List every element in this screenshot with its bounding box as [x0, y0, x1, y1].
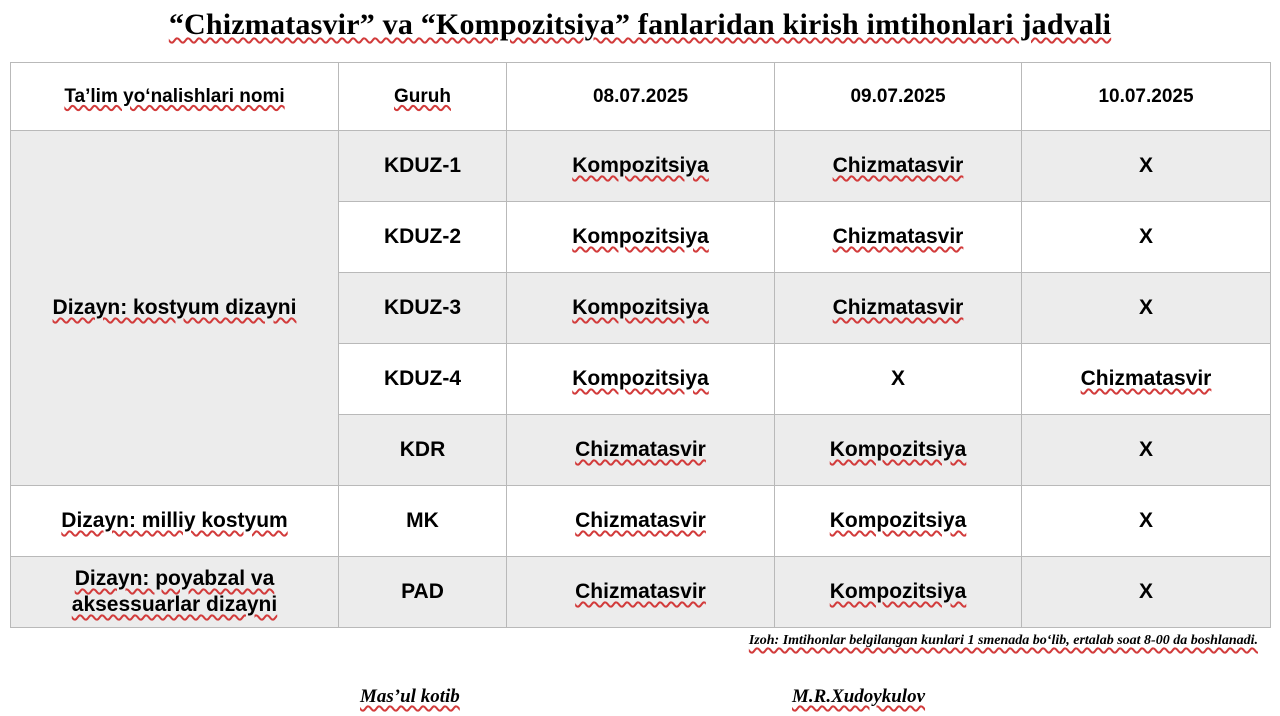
exam-cell: Kompozitsiya: [775, 486, 1022, 557]
group-cell: KDUZ-1: [339, 131, 507, 202]
group-cell: MK: [339, 486, 507, 557]
exam-cell: Chizmatasvir: [507, 415, 775, 486]
group-cell: PAD: [339, 557, 507, 628]
exam-cell: Kompozitsiya: [507, 344, 775, 415]
exam-cell: Chizmatasvir: [775, 273, 1022, 344]
exam-cell: Chizmatasvir: [775, 131, 1022, 202]
column-header: 10.07.2025: [1022, 63, 1271, 131]
page-title: “Chizmatasvir” va “Kompozitsiya” fanlaridan kirish imtihonlari jadvali: [168, 8, 1112, 41]
signature-role: Mas’ul kotib: [360, 686, 460, 707]
exam-cell: Chizmatasvir: [507, 486, 775, 557]
exam-cell: Kompozitsiya: [507, 202, 775, 273]
exam-cell: Kompozitsiya: [775, 557, 1022, 628]
exam-cell: Chizmatasvir: [1022, 344, 1271, 415]
column-header: Guruh: [339, 63, 507, 131]
header-row: [11, 63, 1271, 131]
no-exam-mark: X: [1022, 486, 1271, 557]
no-exam-mark: X: [775, 344, 1022, 415]
no-exam-mark: X: [1022, 131, 1271, 202]
exam-cell: Kompozitsiya: [507, 131, 775, 202]
program-name-cell: Dizayn: milliy kostyum: [11, 486, 339, 557]
no-exam-mark: X: [1022, 273, 1271, 344]
group-cell: KDUZ-4: [339, 344, 507, 415]
no-exam-mark: X: [1022, 557, 1271, 628]
group-cell: KDUZ-2: [339, 202, 507, 273]
program-name-cell: Dizayn: kostyum dizayni: [11, 131, 339, 486]
signature-name: M.R.Xudoykulov: [792, 686, 926, 707]
table-row: [11, 486, 1271, 557]
no-exam-mark: X: [1022, 415, 1271, 486]
program-name-cell: Dizayn: poyabzal va aksessuarlar dizayni: [11, 557, 339, 628]
exam-cell: Chizmatasvir: [775, 202, 1022, 273]
footnote: Izoh: Imtihonlar belgilangan kunlari 1 smenada bo‘lib, ertalab soat 8-00 da boshlanadi.: [748, 633, 1258, 648]
exam-cell: Chizmatasvir: [507, 557, 775, 628]
column-header: Ta’lim yo‘nalishlari nomi: [11, 63, 339, 131]
column-header: 08.07.2025: [507, 63, 775, 131]
table-row: [11, 131, 1271, 202]
group-cell: KDR: [339, 415, 507, 486]
no-exam-mark: X: [1022, 202, 1271, 273]
column-header: 09.07.2025: [775, 63, 1022, 131]
exam-cell: Kompozitsiya: [775, 415, 1022, 486]
group-cell: KDUZ-3: [339, 273, 507, 344]
exam-cell: Kompozitsiya: [507, 273, 775, 344]
table-row: [11, 557, 1271, 628]
exam-schedule-table: [10, 62, 1271, 628]
